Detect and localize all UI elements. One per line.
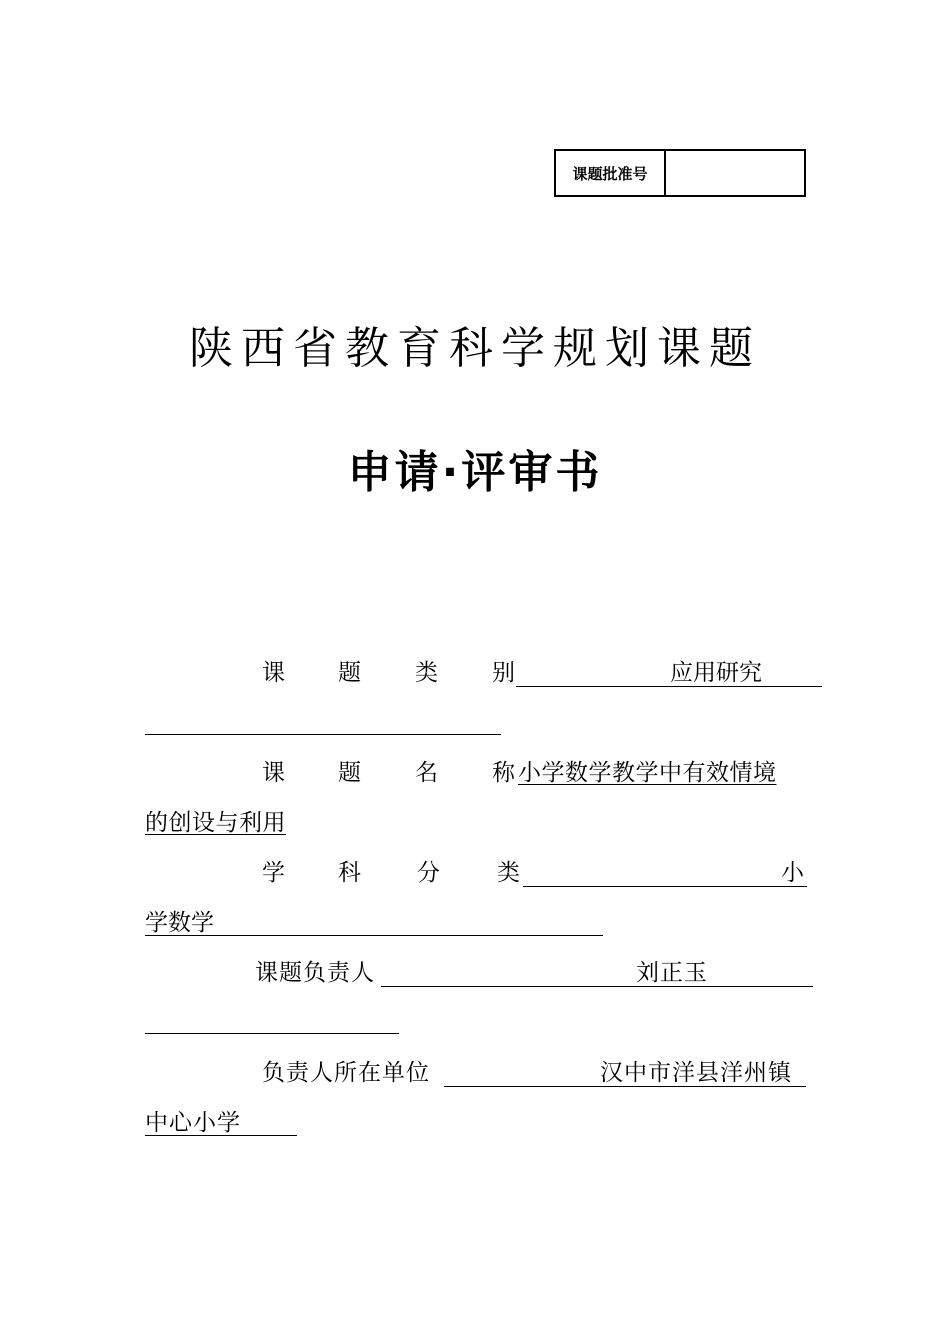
leader-underline: [381, 986, 813, 987]
approval-number-value: [666, 151, 804, 195]
unit-value-line2: 中心小学: [145, 1110, 241, 1136]
document-title: 陕西省教育科学规划课题: [189, 323, 761, 374]
category-char-2: 题: [338, 660, 361, 686]
name-char-3: 名: [415, 760, 438, 786]
category-underline: [516, 686, 822, 687]
category-value: 应用研究: [670, 660, 762, 686]
subject-char-1: 学: [262, 860, 285, 886]
subject-underline: [523, 886, 807, 887]
category-char-4: 别: [492, 660, 515, 686]
category-char-1: 课: [262, 660, 285, 686]
subject-value-line2: 学数学: [145, 910, 214, 936]
document-subtitle: 申请·评审书: [347, 447, 603, 498]
category-underline-2: [145, 734, 501, 735]
leader-underline-2: [145, 1033, 399, 1034]
approval-number-box: [554, 149, 806, 197]
name-char-4: 称: [492, 760, 515, 786]
subject-char-4: 类: [497, 860, 520, 886]
name-char-2: 题: [338, 760, 361, 786]
subject-underline-2: [145, 935, 603, 936]
unit-underline-2: [145, 1135, 297, 1136]
unit-value-line1: 汉中市洋县洋州镇: [600, 1060, 792, 1086]
name-value-line1: 小学数学教学中有效情境: [518, 760, 777, 786]
leader-value: 刘正玉: [636, 960, 708, 986]
name-char-1: 课: [262, 760, 285, 786]
approval-number-label: 课题批准号: [556, 151, 666, 195]
leader-label: 课题负责人: [255, 960, 375, 986]
subject-char-3: 分: [417, 860, 440, 886]
unit-label: 负责人所在单位: [262, 1060, 430, 1086]
subject-char-2: 科: [338, 860, 361, 886]
name-value-line2: 的创设与利用: [145, 810, 286, 836]
category-char-3: 类: [415, 660, 438, 686]
subject-value-line1: 小: [781, 860, 804, 886]
